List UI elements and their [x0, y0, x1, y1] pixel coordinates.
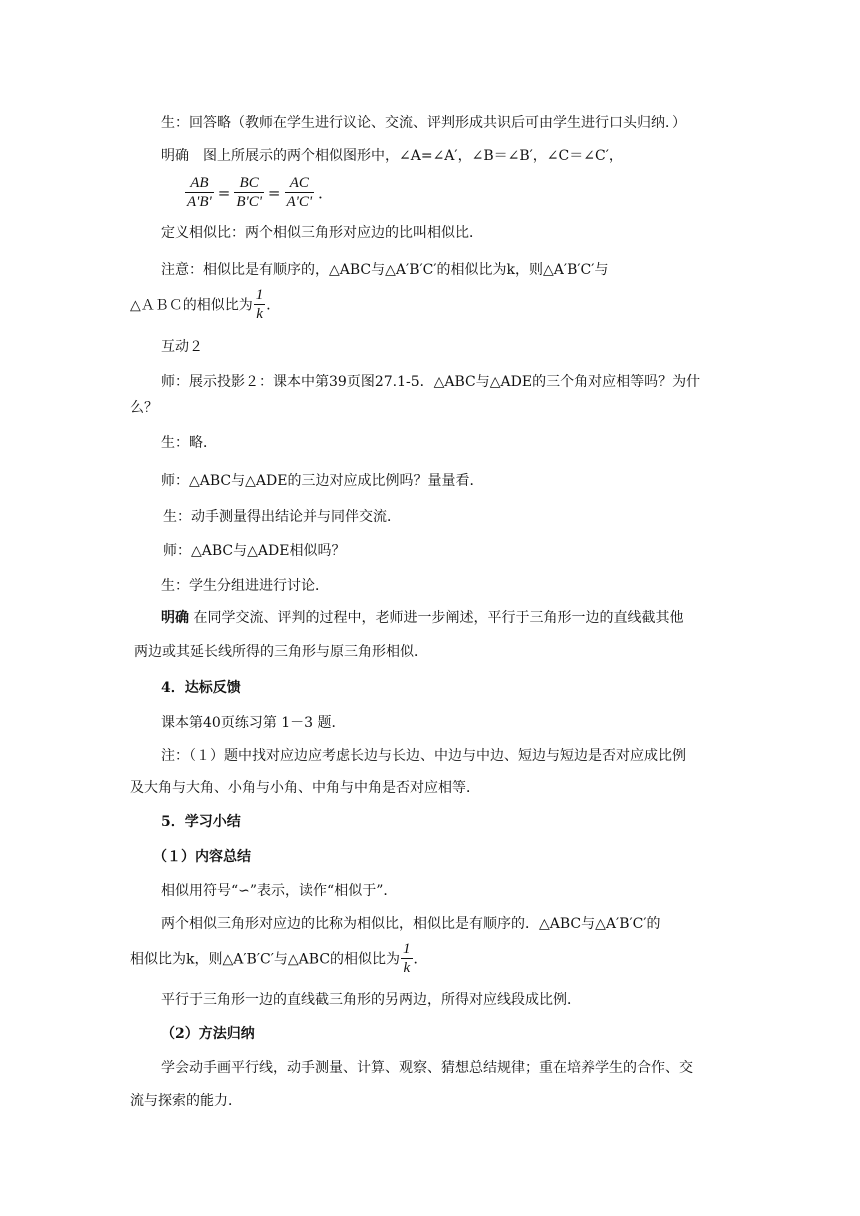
- para-student-discuss: 生：学生分组进进行讨论．: [161, 578, 329, 594]
- fraction-one-over-k-2: $\frac{1}{k}$: [403, 941, 411, 976]
- para-define-ratio: 定义相似比：两个相似三角形对应边的比叫相似比．: [161, 225, 483, 241]
- section-interaction-2: 互动２: [161, 339, 203, 355]
- para-teacher-question-1-cont: 么？: [130, 400, 158, 416]
- para-student-answer: 生：回答略（教师在学生进行议论、交流、评判形成共识后可由学生进行口头归纳．）: [161, 115, 686, 131]
- para-note-order: 注意：相似比是有顺序的，△ABC与△A′B′C′的相似比为k，则△A′B′C′与: [161, 262, 609, 278]
- para-parallel-proportion: 平行于三角形一边的直线截三角形的另两边，所得对应线段成比例．: [161, 992, 581, 1008]
- fraction-ac: $\frac{AC}{A'C'}$: [286, 175, 313, 210]
- para-clarify-parallel: 明确 在同学交流、评判的过程中，老师进一步阐述，平行于三角形一边的直线截其他: [161, 610, 684, 626]
- para-teacher-question-2: 师：△ABC与△ADE的三边对应成比例吗？量量看．: [161, 473, 484, 489]
- para-note-order-cont: △ＡＢＣ的相似比为 $\frac{1}{k}$ ．: [130, 287, 281, 322]
- fraction-one-over-k: $\frac{1}{k}$: [255, 287, 264, 322]
- para-student-measure: 生：动手测量得出结论并与同伴交流．: [163, 509, 401, 525]
- subheading-content-summary: （１）内容总结: [153, 849, 251, 865]
- fraction-ab: $\frac{AB}{A'B'}$: [187, 175, 212, 210]
- para-similarity-ratio-cont: 相似比为k，则△A′B′C′与△ABC的相似比为 $\frac{1}{k}$ ．: [130, 941, 428, 976]
- heading-feedback: 4．达标反馈: [161, 680, 241, 696]
- para-clarify-parallel-cont: 两边或其延长线所得的三角形与原三角形相似．: [134, 644, 428, 660]
- ratio-formula: $\frac{AB}{A'B'}$ = $\frac{BC}{B'C'}$ = $\frac{AC}{A'C'}$ ．: [187, 175, 334, 210]
- para-student-brief: 生：略．: [161, 435, 217, 451]
- para-textbook-exercise: 课本第40页练习第 1－3 题．: [161, 715, 346, 731]
- para-teacher-question-1: 师：展示投影２：课本中第39页图27.1-5．△ABC与△ADE的三个角对应相等吗？为什: [161, 374, 701, 390]
- para-similarity-ratio: 两个相似三角形对应边的比称为相似比，相似比是有顺序的．△ABC与△A′B′C′的: [161, 916, 661, 932]
- para-teacher-question-3: 师：△ABC与△ADE相似吗？: [163, 543, 346, 559]
- para-method: 学会动手画平行线，动手测量、计算、观察、猜想总结规律；重在培养学生的合作、交: [161, 1060, 693, 1076]
- para-note-correspondence: 注：（１）题中找对应边应考虑长边与长边、中边与中边、短边与短边是否对应成比例: [161, 748, 686, 764]
- para-similar-symbol: 相似用符号“∽”表示，读作“相似于”．: [161, 883, 398, 899]
- fraction-bc: $\frac{BC}{B'C'}$: [236, 175, 262, 210]
- subheading-method-summary: （2）方法归纳: [161, 1026, 255, 1042]
- para-note-correspondence-cont: 及大角与大角、小角与小角、中角与中角是否对应相等．: [130, 780, 480, 796]
- para-clarify-angles: 明确 图上所展示的两个相似图形中，∠A=∠A′，∠B＝∠B′，∠C＝∠C′，: [161, 148, 623, 164]
- para-method-cont: 流与探索的能力．: [130, 1093, 242, 1109]
- heading-summary: 5．学习小结: [161, 814, 241, 830]
